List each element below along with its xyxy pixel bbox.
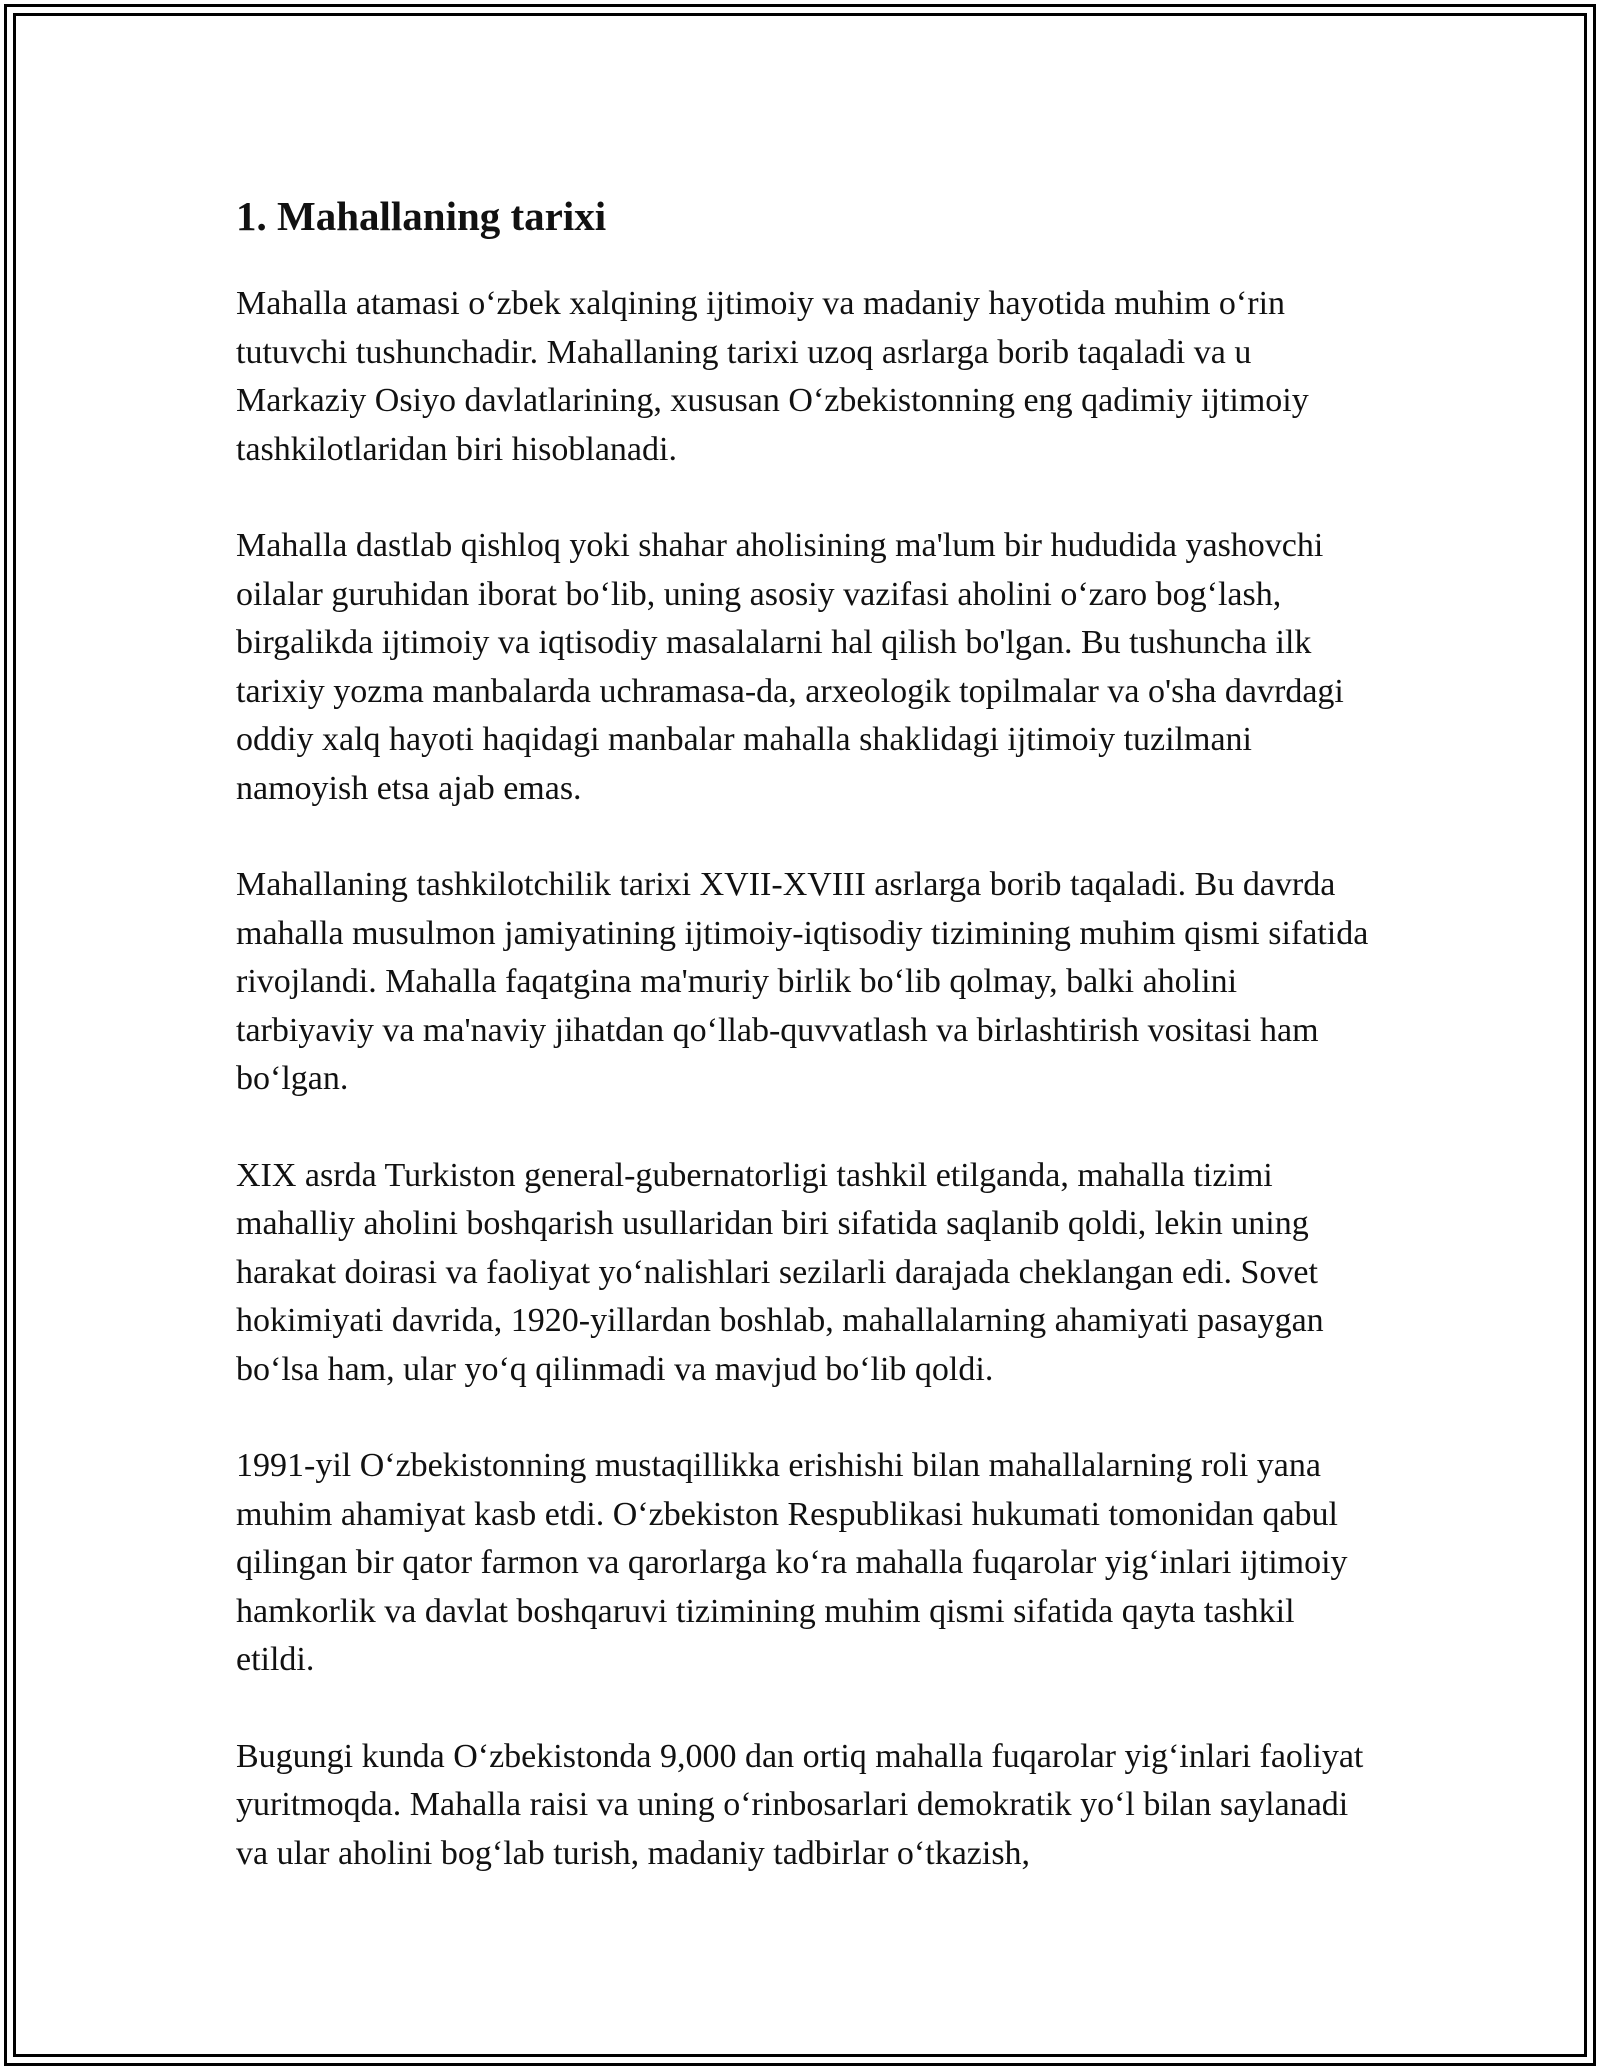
paragraph-today: Bugungi kunda O‘zbekistonda 9,000 dan ortiq mahalla fuqarolar yig‘inlari faoliyat yuritmoqda. Mahalla raisi va uning o‘rinbosarlari demokratik yo‘l bilan saylanadi va ular aholini bog‘lab turish, madaniy tadbirlar o‘tkazish, bbox=[236, 1737, 1364, 1872]
paragraph-19-century: XIX asrda Turkiston general-gubernatorligi tashkil etilganda, mahalla tizimi mahalliy aholini boshqarish usullaridan biri sifatida saqlanib qoldi, lekin uning harakat doirasi va faoliyat yo‘nalishlari sezilarli darajada cheklangan edi. Sovet hokimiyati davrida, 1920-yillardan boshlab, mahallalarning ahamiyati pasaygan bo‘lsa ham, ular yo‘q qilinmadi va mavjud bo‘lib qoldi. bbox=[236, 1156, 1324, 1388]
paragraph-17-18-centuries: Mahallaning tashkilotchilik tarixi XVII-XVIII asrlarga borib taqaladi. Bu davrda mahalla musulmon jamiyatining ijtimoiy-iqtisodiy tizimining muhim qismi sifatida rivojlandi. Mahalla faqatgina ma'muriy birlik bo‘lib qolmay, balki aholini tarbiyaviy va ma'naviy jihatdan qo‘llab-quvvatlash va birlashtirish vositasi ham bo‘lgan. bbox=[236, 866, 1369, 1097]
paragraph-intro: Mahalla atamasi o‘zbek xalqining ijtimoiy va madaniy hayotida muhim o‘rin tutuvchi tushunchadir. Mahallaning tarixi uzoq asrlarga borib taqaladi va u Markaziy Osiyo davlatlarining, xususan O‘zbekistonning eng qadimiy ijtimoiy tashkilotlaridan biri hisoblanadi. bbox=[236, 285, 1309, 468]
section-heading: 1. Mahallaning tarixi bbox=[236, 193, 607, 239]
paragraph-origins: Mahalla dastlab qishloq yoki shahar aholisining ma'lum bir hududida yashovchi oilalar guruhidan iborat bo‘lib, uning asosiy vazifasi aholini o‘zaro bog‘lash, birgalikda ijtimoiy va iqtisodiy masalalarni hal qilish bo'lgan. Bu tushuncha ilk tarixiy yozma manbalarda uchramasa-da, arxeologik topilmalar va o'sha davrdagi oddiy xalq hayoti haqidagi manbalar mahalla shaklidagi ijtimoiy tuzilmani namoyish etsa ajab emas. bbox=[236, 527, 1344, 807]
document-body bbox=[236, 186, 1376, 1926]
paragraph-independence: 1991-yil O‘zbekistonning mustaqillikka erishishi bilan mahallalarning roli yana muhim ahamiyat kasb etdi. O‘zbekiston Respublikasi hukumati tomonidan qabul qilingan bir qator farmon va qarorlarga ko‘ra mahalla fuqarolar yig‘inlari ijtimoiy hamkorlik va davlat boshqaruvi tizimining muhim qismi sifatida qayta tashkil etildi. bbox=[236, 1447, 1348, 1678]
